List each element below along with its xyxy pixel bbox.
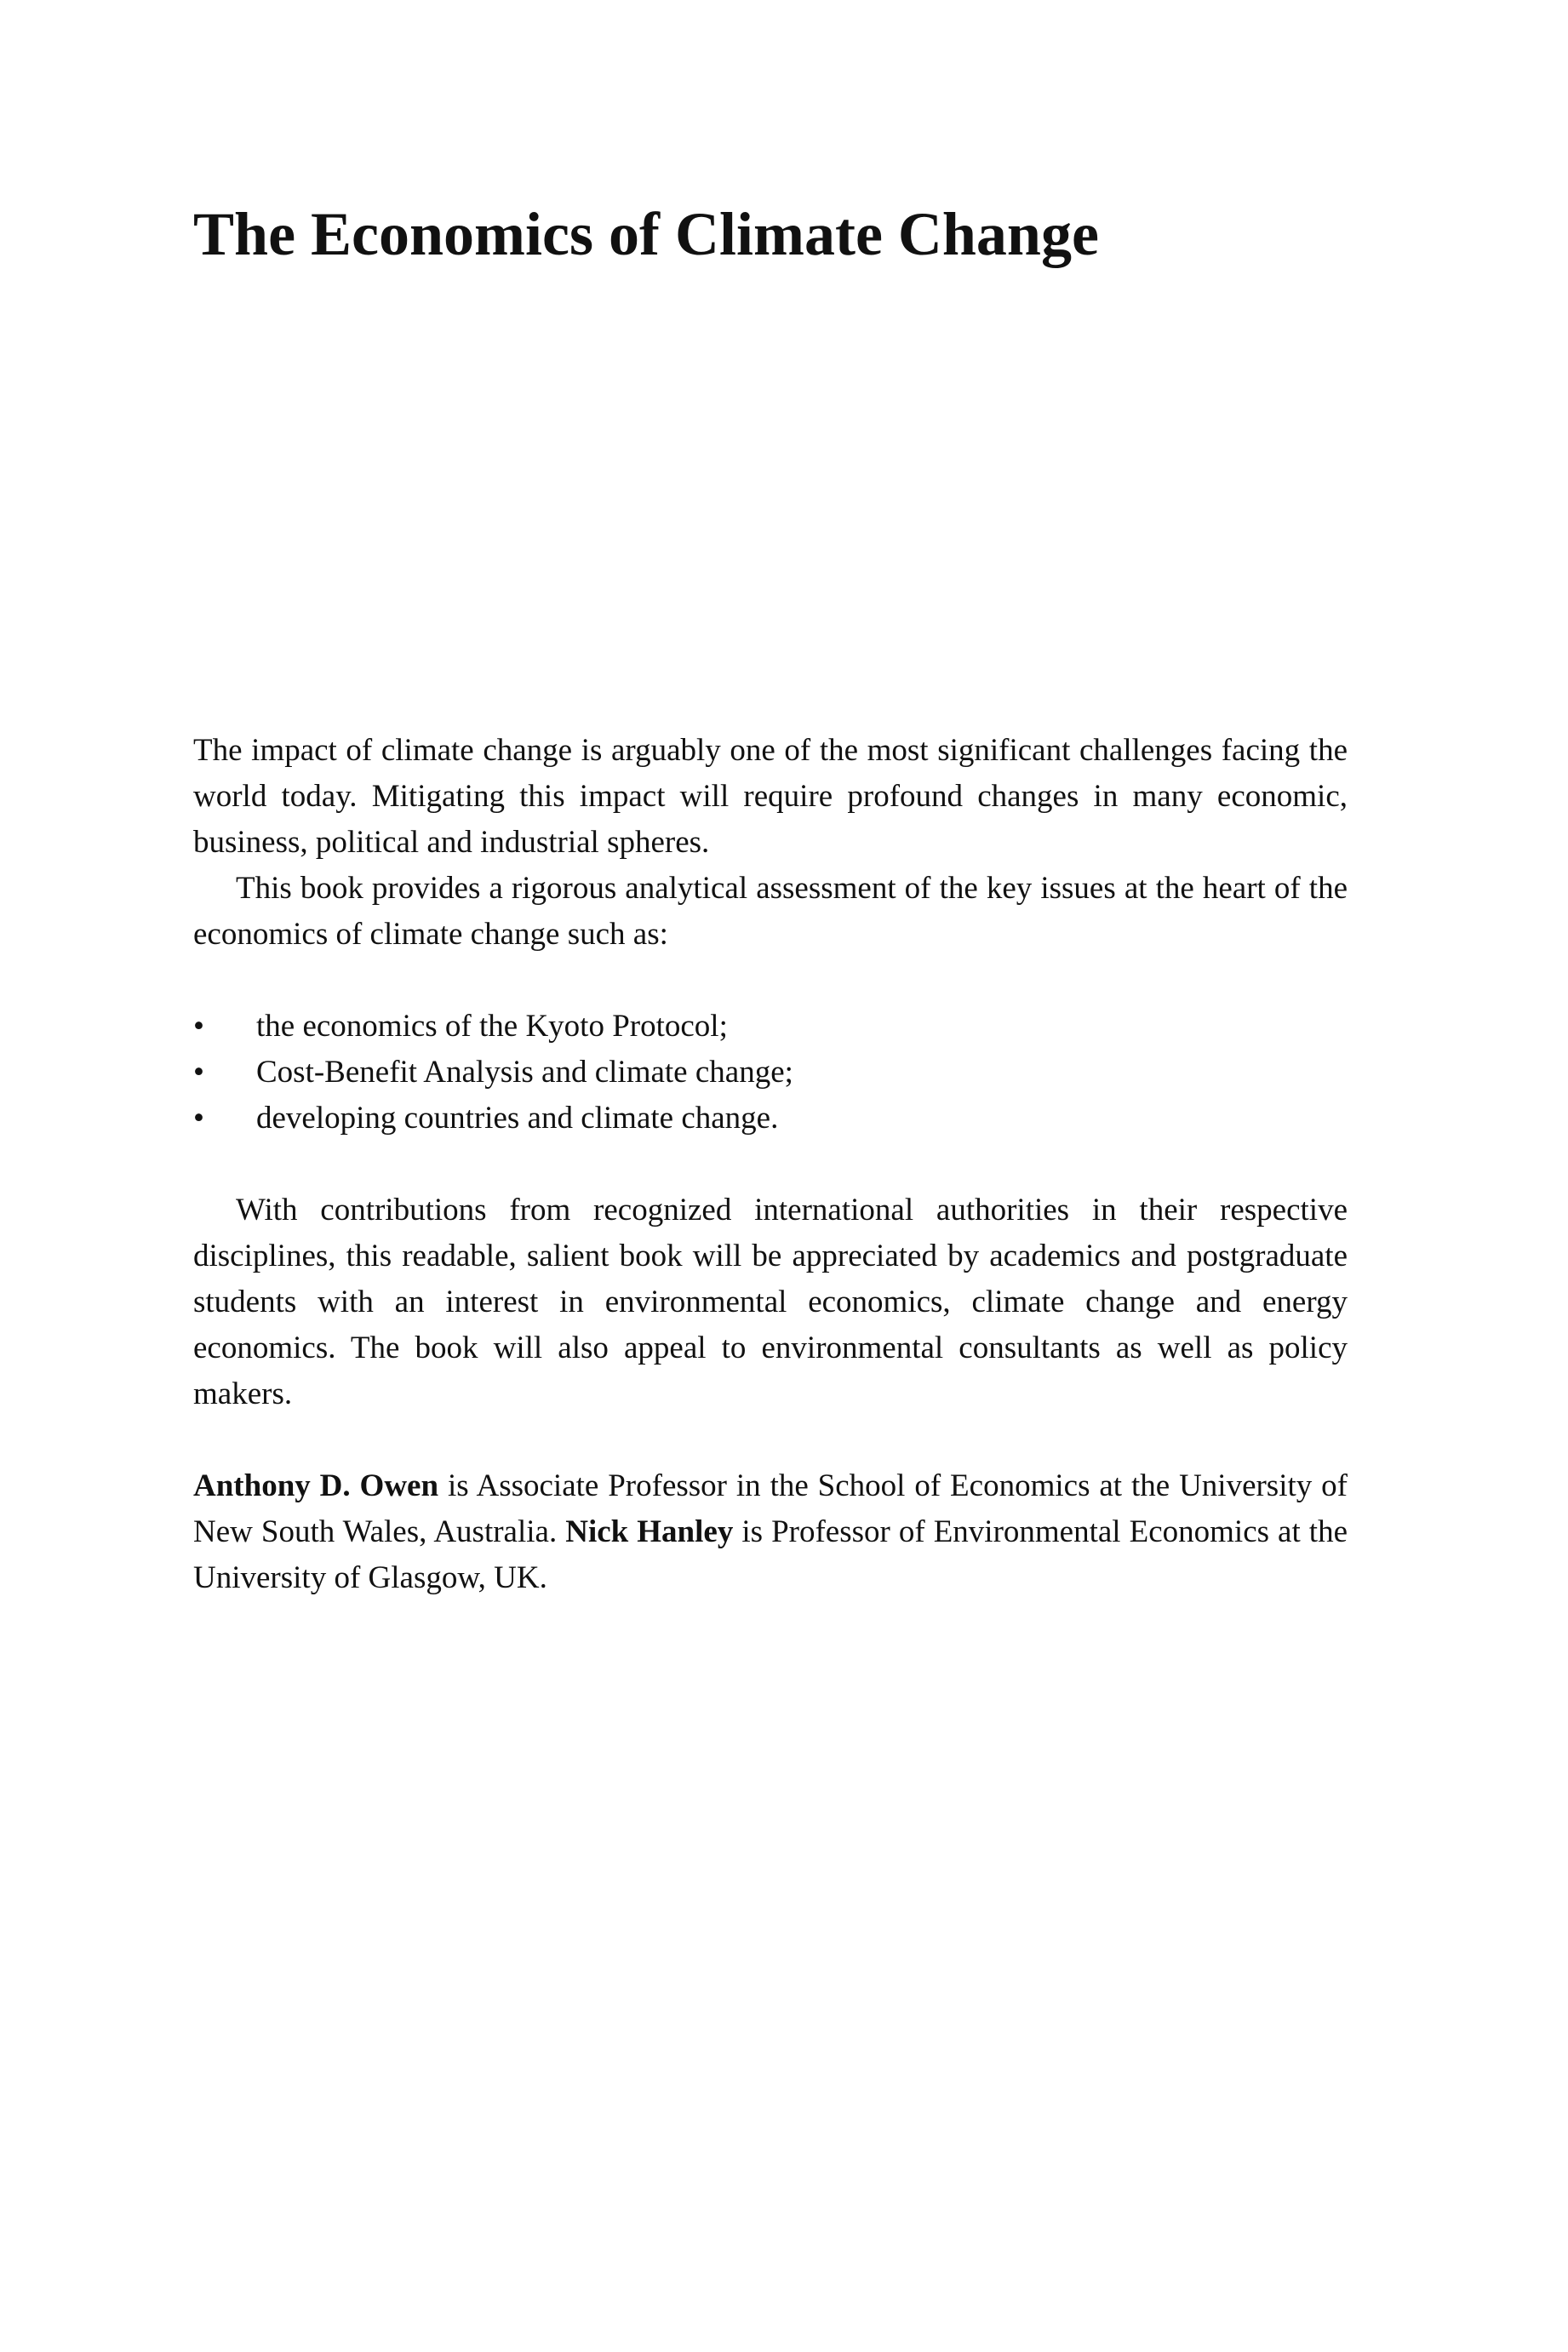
list-item-text: the economics of the Kyoto Protocol; <box>256 1009 728 1044</box>
author-name-owen: Anthony D. Owen <box>193 1468 439 1503</box>
author-name-hanley: Nick Hanley <box>565 1514 734 1549</box>
list-item <box>193 1096 1348 1142</box>
contributions-paragraph: With contributions from recognized international authorities in their respective disciplines, this readable, salient book will be appreciated by academics and postgraduate students with an interest in environmental economics, climate change and energy economics. The book will also appeal to environmental consultants as well as policy makers. <box>193 1193 1348 1411</box>
bullet-icon: • <box>193 1101 204 1136</box>
bullet-icon: • <box>193 1055 204 1090</box>
topic-list <box>193 1004 1348 1142</box>
intro-paragraph: The impact of climate change is arguably one of the most significant challenges facing the world today. Mitigating this impact will require profound changes in many economic, business, political and industrial spheres. <box>193 733 1348 860</box>
book-title: The Economics of Climate Change <box>193 200 1099 268</box>
author-bio-hanley: is Professor of Environmental Economics at the University of Glasgow, UK. <box>193 1514 1348 1595</box>
list-item-text: Cost-Benefit Analysis and climate change; <box>256 1055 793 1090</box>
bullet-icon: • <box>193 1009 204 1044</box>
author-bio-owen: is Associate Professor in the School of Economics at the University of New South Wales, Australia. <box>193 1468 1348 1549</box>
list-item <box>193 1050 1348 1096</box>
list-item <box>193 1004 1348 1050</box>
authors-paragraph <box>193 1463 1348 1601</box>
scope-paragraph: This book provides a rigorous analytical assessment of the key issues at the heart of the economics of climate change such as: <box>193 871 1348 952</box>
list-item-text: developing countries and climate change. <box>256 1101 779 1136</box>
blurb <box>193 728 1348 1601</box>
